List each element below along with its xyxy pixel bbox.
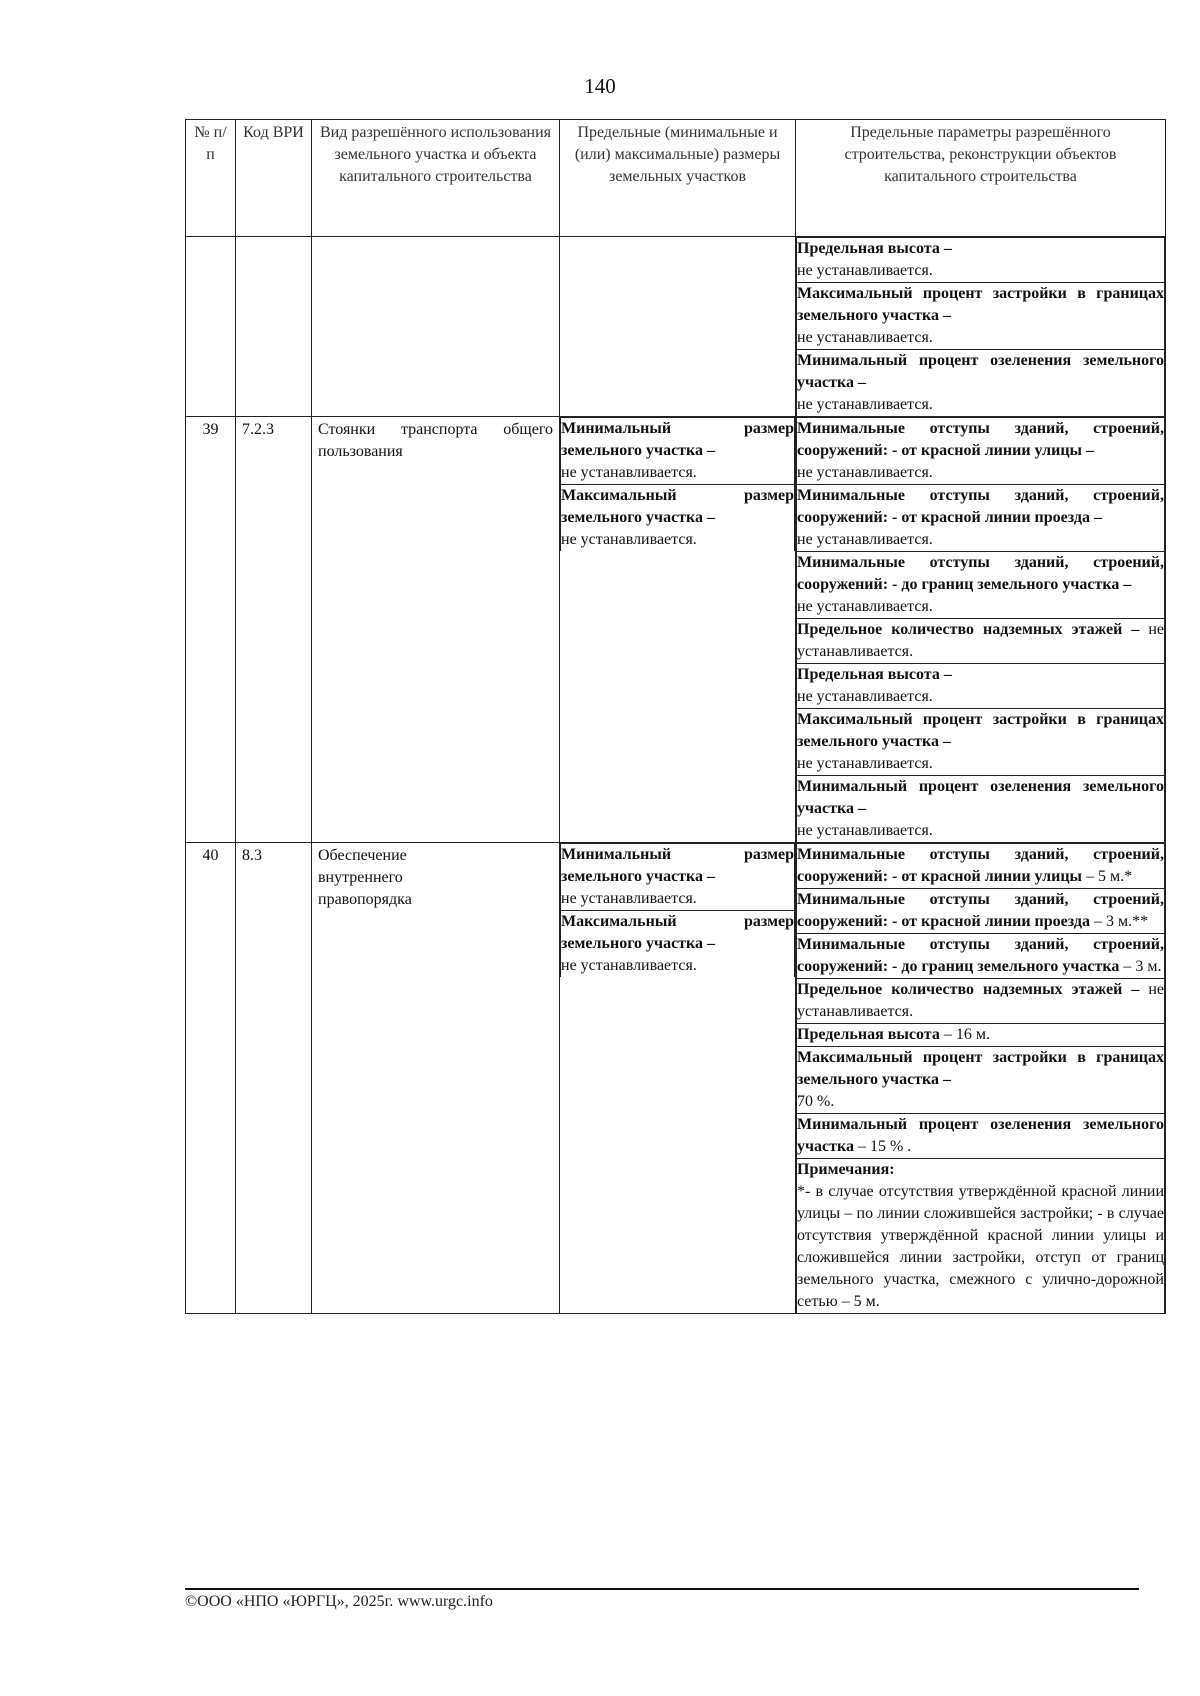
size-item <box>561 485 795 552</box>
param-item <box>797 776 1165 843</box>
params-list <box>796 843 1165 1313</box>
header-type-label: Вид разрешённого использования земельного участка и объекта капитального строительства <box>319 124 552 185</box>
row-type: Стоянки транспорта общего пользования <box>318 421 553 460</box>
header-number <box>186 120 236 237</box>
param-item <box>797 1114 1165 1159</box>
params-list <box>796 237 1165 416</box>
param-label: Максимальный процент застройки в границах земельного участка – <box>797 285 1164 324</box>
param-label: Минимальные отступы зданий, строений, сооружений: - от красной линии улицы – <box>797 420 1164 459</box>
row-type: Обеспечение внутреннего правопорядка <box>318 847 412 908</box>
param-item <box>797 709 1165 776</box>
param-value: не устанавливается. <box>797 688 933 705</box>
size-item <box>561 911 795 978</box>
param-item <box>797 889 1165 934</box>
cell-empty <box>186 237 236 417</box>
sizes-list <box>560 417 795 551</box>
cell-empty <box>560 237 796 417</box>
param-value: не устанавливается. <box>797 755 933 772</box>
param-item <box>797 1024 1165 1047</box>
params-list <box>796 417 1165 842</box>
param-item <box>797 979 1165 1024</box>
size-value: не устанавливается. <box>561 890 697 907</box>
cell-sizes <box>560 417 796 843</box>
size-value: не устанавливается. <box>561 531 697 548</box>
param-value: – 15 % . <box>857 1138 912 1155</box>
param-value: не устанавливается. <box>797 621 1164 660</box>
param-item <box>797 283 1165 350</box>
header-code <box>236 120 312 237</box>
param-item <box>797 619 1165 664</box>
param-label: Предельное количество надземных этажей – <box>797 981 1140 998</box>
footer-copyright: ©ООО «НПО «ЮРГЦ», 2025г. www.urgc.info <box>185 1593 493 1610</box>
header-number-label: № п/п <box>194 124 227 163</box>
param-value: не устанавливается. <box>797 531 933 548</box>
param-label: Минимальные отступы зданий, строений, сооружений: - от красной линии проезда <box>797 891 1164 930</box>
param-label: Минимальные отступы зданий, строений, сооружений: - до границ земельного участка – <box>797 554 1164 593</box>
header-params-label: Предельные параметры разрешённого строительства, реконструкции объектов капитального строительства <box>844 124 1117 185</box>
param-label: Минимальный процент озеленения земельного участка – <box>797 352 1164 391</box>
param-value: – 3 м. <box>1123 958 1162 975</box>
sizes-list <box>560 843 795 977</box>
header-code-label: Код ВРИ <box>243 124 304 141</box>
param-item <box>797 238 1165 283</box>
row-code: 8.3 <box>242 847 262 864</box>
param-label: Минимальный процент озеленения земельного участка <box>797 1116 1164 1155</box>
header-sizes-label: Предельные (минимальные и (или) максимальные) размеры земельных участков <box>574 124 781 185</box>
param-item <box>797 418 1165 485</box>
size-value: не устанавливается. <box>561 464 697 481</box>
param-label: Минимальные отступы зданий, строений, сооружений: - от красной линии проезда – <box>797 487 1164 526</box>
param-item <box>797 485 1165 552</box>
param-label: Минимальные отступы зданий, строений, сооружений: - до границ земельного участка <box>797 936 1164 975</box>
row-code: 7.2.3 <box>242 421 274 438</box>
cell-type <box>312 843 560 1314</box>
size-item <box>561 844 795 911</box>
header-type <box>312 120 560 237</box>
param-value: не устанавливается. <box>797 981 1164 1020</box>
page-number: 140 <box>584 74 616 98</box>
param-label: Минимальные отступы зданий, строений, сооружений: - от красной линии улицы <box>797 846 1164 885</box>
notes-text: *- в случае отсутствия утверждённой красной линии улицы – по линии сложившейся застройки; - в случае отсутствия утверждённой красной линии улицы и сложившейся линии застройки, отступ от границ земельного участка, смежного с улично-дорожной сетью – 5 м. <box>797 1183 1164 1310</box>
cell-number <box>186 417 236 843</box>
cell-number <box>186 843 236 1314</box>
param-value: не устанавливается. <box>797 822 933 839</box>
cell-type <box>312 417 560 843</box>
cell-params <box>796 843 1166 1314</box>
param-label: Максимальный процент застройки в границах земельного участка – <box>797 711 1164 750</box>
row-number: 40 <box>202 847 219 864</box>
param-value: 70 %. <box>797 1093 835 1110</box>
param-item <box>797 934 1165 979</box>
notes <box>797 1159 1165 1314</box>
param-label: Предельная высота – <box>797 666 952 683</box>
cell-params <box>796 417 1166 843</box>
cell-sizes <box>560 843 796 1314</box>
param-value: – 3 м.** <box>1094 913 1149 930</box>
row-number: 39 <box>202 421 219 438</box>
param-value: – 5 м.* <box>1086 868 1133 885</box>
param-label: Минимальный процент озеленения земельного участка – <box>797 778 1164 817</box>
size-label: Минимальный размер земельного участка – <box>561 420 794 459</box>
param-value: не устанавливается. <box>797 262 933 279</box>
param-value: не устанавливается. <box>797 329 933 346</box>
param-item <box>797 552 1165 619</box>
size-value: не устанавливается. <box>561 957 697 974</box>
cell-code <box>236 417 312 843</box>
footer-divider <box>185 1588 1139 1590</box>
param-value: не устанавливается. <box>797 464 933 481</box>
size-item <box>561 418 795 485</box>
cell-empty <box>236 237 312 417</box>
header-sizes <box>560 120 796 237</box>
param-item <box>797 664 1165 709</box>
zoning-table <box>185 119 1166 1314</box>
param-value: не устанавливается. <box>797 396 933 413</box>
notes-title: Примечания: <box>797 1161 895 1178</box>
param-item <box>797 1047 1165 1114</box>
size-label: Максимальный размер земельного участка – <box>561 913 794 952</box>
table-row-40 <box>186 843 1166 1314</box>
param-item <box>797 350 1165 417</box>
param-value: – 16 м. <box>943 1026 990 1043</box>
cell-params <box>796 237 1166 417</box>
param-label: Предельное количество надземных этажей – <box>797 621 1140 638</box>
param-label: Максимальный процент застройки в границах земельного участка – <box>797 1049 1164 1088</box>
size-label: Максимальный размер земельного участка – <box>561 487 794 526</box>
size-label: Минимальный размер земельного участка – <box>561 846 794 885</box>
param-item <box>797 844 1165 889</box>
header-params <box>796 120 1166 237</box>
table-header <box>186 120 1166 237</box>
param-value: не устанавливается. <box>797 598 933 615</box>
param-label: Предельная высота <box>797 1026 940 1043</box>
table-row-39 <box>186 417 1166 843</box>
cell-empty <box>312 237 560 417</box>
cell-code <box>236 843 312 1314</box>
table-row-continuation <box>186 237 1166 417</box>
param-label: Предельная высота – <box>797 240 952 257</box>
